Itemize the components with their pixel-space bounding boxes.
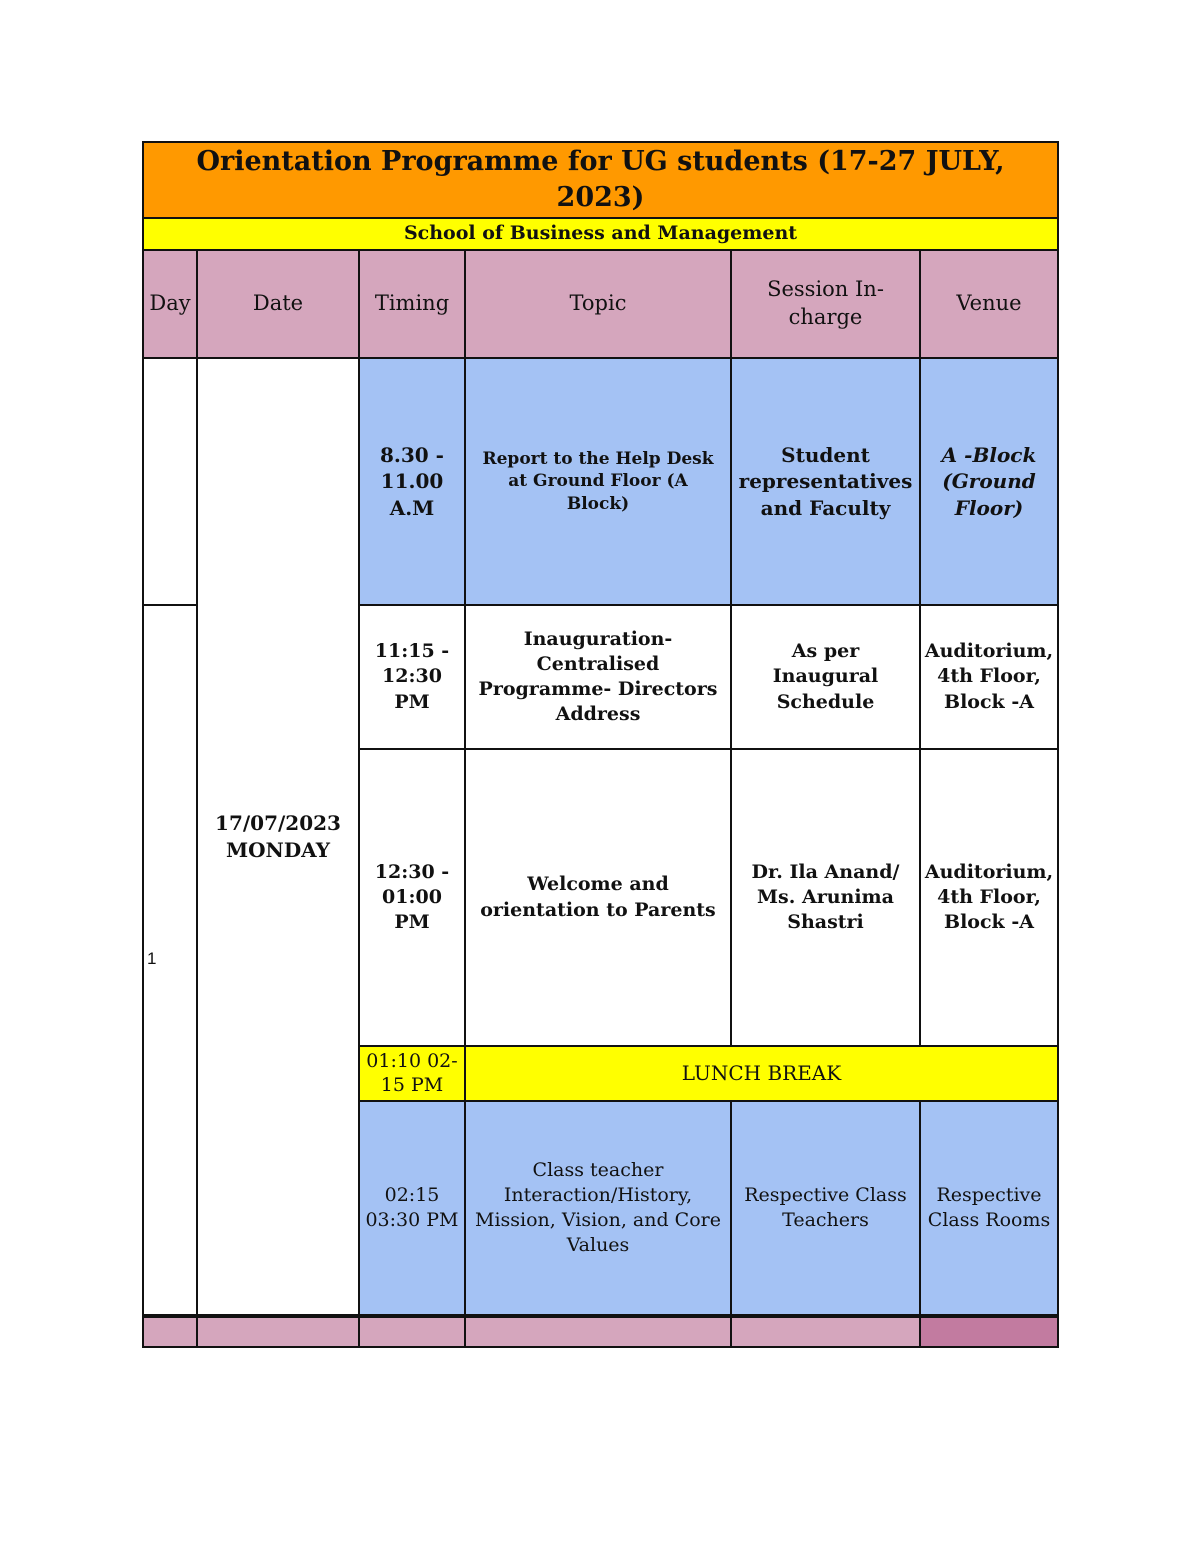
session-3-incharge: Dr. Ila Anand/ Ms. Arunima Shastri (732, 750, 921, 1047)
header-timing: Timing (360, 251, 466, 359)
header-date: Date (198, 251, 360, 359)
session-3-topic: Welcome and orientation to Parents (466, 750, 732, 1047)
footer-cell (466, 1316, 732, 1346)
school-name: School of Business and Management (144, 219, 1057, 251)
footer-cell (921, 1316, 1057, 1346)
session-2-venue: Auditorium, 4th Floor, Block -A (921, 606, 1057, 750)
date-cell: 17/07/2023 MONDAY (198, 359, 360, 1316)
session-4-topic: Class teacher Interaction/History, Mission, Vision, and Core Values (466, 1102, 732, 1316)
lunch-break-label: LUNCH BREAK (466, 1047, 1057, 1102)
session-4-venue: Respective Class Rooms (921, 1102, 1057, 1316)
header-day: Day (144, 251, 198, 359)
session-2-incharge: As per Inaugural Schedule (732, 606, 921, 750)
session-2-topic: Inauguration- Centralised Programme- Directors Address (466, 606, 732, 750)
session-3-venue: Auditorium, 4th Floor, Block -A (921, 750, 1057, 1047)
session-1-topic: Report to the Help Desk at Ground Floor (A Block) (466, 359, 732, 606)
footer-cell (360, 1316, 466, 1346)
session-2-timing: 11:15 - 12:30 PM (360, 606, 466, 750)
session-3-timing: 12:30 - 01:00 PM (360, 750, 466, 1047)
session-1-venue: A -Block (Ground Floor) (921, 359, 1057, 606)
header-topic: Topic (466, 251, 732, 359)
orientation-schedule-table (142, 141, 1059, 1348)
header-session-incharge: Session In-charge (732, 251, 921, 359)
footer-cell (732, 1316, 921, 1346)
session-4-timing: 02:15 03:30 PM (360, 1102, 466, 1316)
footer-cell (198, 1316, 360, 1346)
session-1-incharge: Student representatives and Faculty (732, 359, 921, 606)
day-cell-empty (144, 359, 198, 606)
session-4-incharge: Respective Class Teachers (732, 1102, 921, 1316)
header-venue: Venue (921, 251, 1057, 359)
footer-cell (144, 1316, 198, 1346)
day-number: 1 (144, 606, 198, 1316)
lunch-timing: 01:10 02-15 PM (360, 1047, 466, 1102)
table-title: Orientation Programme for UG students (17-27 JULY, 2023) (144, 143, 1057, 219)
session-1-timing: 8.30 - 11.00 A.M (360, 359, 466, 606)
